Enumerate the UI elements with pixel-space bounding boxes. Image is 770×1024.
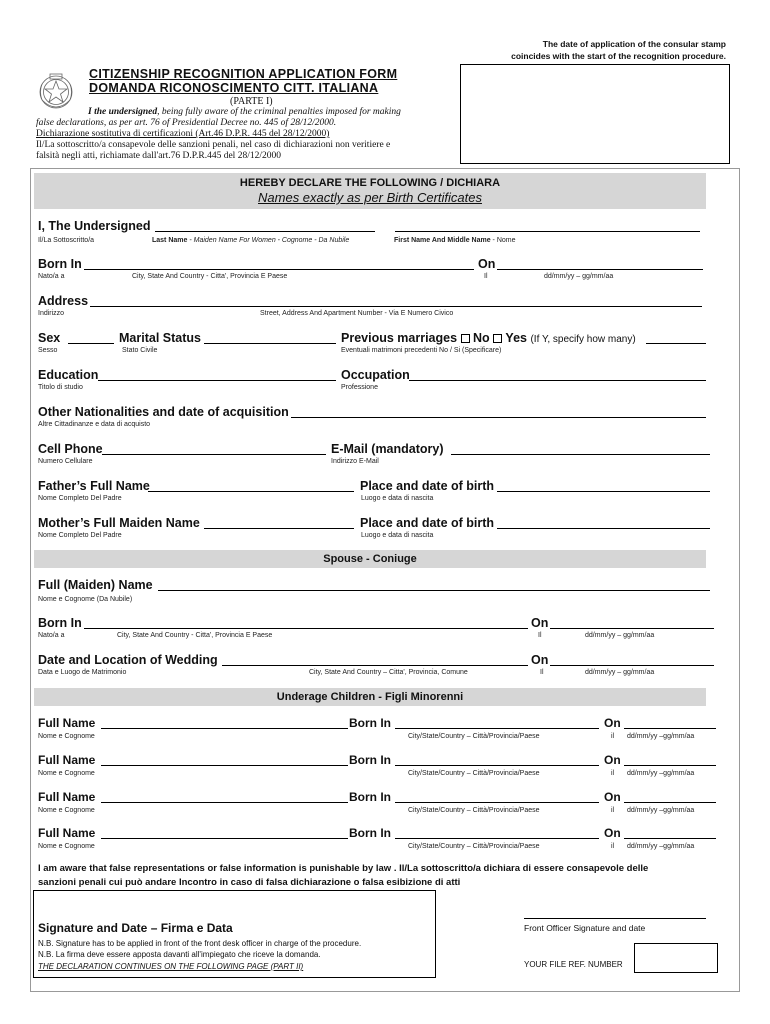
file-ref-box[interactable] — [634, 943, 718, 973]
child-born-field[interactable] — [395, 802, 599, 803]
spouse-on-field[interactable] — [550, 628, 714, 629]
child-on-sub: il — [611, 770, 615, 777]
intro-text — [36, 107, 448, 162]
child-born-field[interactable] — [395, 765, 599, 766]
intro-bold: I the undersigned — [88, 107, 158, 117]
spouse-date-sub: dd/mm/yy – gg/mm/aa — [585, 632, 655, 639]
cell-label: Cell Phone — [38, 442, 103, 456]
child-on-field[interactable] — [624, 765, 716, 766]
first-name-sub-rest: - Nome — [490, 237, 516, 244]
child-on-sub: il — [611, 807, 615, 814]
born-in-label: Born In — [38, 257, 82, 271]
child-on-sub: il — [611, 733, 615, 740]
parte-label: (PARTE I) — [230, 96, 273, 107]
front-officer-label: Front Officer Signature and date — [524, 923, 646, 933]
child-date-sub: dd/mm/yy –gg/mm/aa — [627, 733, 695, 740]
child-on-label: On — [604, 716, 621, 730]
child-row-3 — [0, 790, 770, 823]
spouse-name-label: Full (Maiden) Name — [38, 578, 153, 592]
awareness-line2: sanzioni penali cui può andare Incontro in caso di falsa dichiarazione o falsa esibizione di atti — [38, 877, 461, 888]
signature-title: Signature and Date – Firma e Data — [38, 921, 233, 935]
child-on-sub: il — [611, 843, 615, 850]
sex-label: Sex — [38, 331, 61, 345]
intro-line3: Dichiarazione sostitutiva di certificazioni (Art.46 D.P.R. 445 del 28/12/2000) — [36, 129, 330, 139]
yes-label: Yes — [505, 331, 527, 345]
mother-birth-field[interactable] — [497, 528, 710, 529]
front-officer-signature-field[interactable] — [524, 918, 706, 919]
undersigned-label: I, The Undersigned — [38, 219, 151, 233]
stamp-note-line1: The date of application of the consular stamp — [542, 39, 726, 49]
prev-marriages-text: Previous marriages — [341, 331, 458, 345]
prev-marriages-sub: Eventuali matrimoni precedenti No / Si (Specificare) — [341, 347, 502, 354]
child-name-sub: Nome e Cognome — [38, 770, 95, 777]
first-name-field[interactable] — [395, 231, 700, 232]
mother-field[interactable] — [204, 528, 354, 529]
nationalities-field[interactable] — [291, 417, 706, 418]
awareness-text — [38, 862, 728, 890]
consular-stamp-box — [460, 64, 730, 164]
title-en: CITIZENSHIP RECOGNITION APPLICATION FORM — [89, 67, 398, 81]
born-on-label: On — [478, 257, 496, 271]
father-sub: Nome Completo Del Padre — [38, 495, 122, 502]
father-field[interactable] — [148, 491, 354, 492]
child-born-label: Born In — [349, 716, 391, 730]
first-name-sub-bold: First Name And Middle Name — [394, 237, 491, 244]
child-place-sub: City/State/Country – Città/Provincia/Paese — [408, 770, 540, 777]
wedding-on-field[interactable] — [550, 665, 714, 666]
education-sub: Titolo di studio — [38, 384, 83, 391]
child-on-label: On — [604, 753, 621, 767]
child-born-field[interactable] — [395, 838, 599, 839]
sex-sub: Sesso — [38, 347, 58, 354]
wedding-on-sub: Il — [540, 669, 544, 676]
if-yes-note: (If Y, specify how many) — [530, 334, 636, 345]
no-label: No — [473, 331, 490, 345]
born-on-sub: Il — [484, 273, 488, 280]
last-name-sub — [152, 237, 349, 244]
children-band: Underage Children - Figli Minorenni — [34, 688, 706, 706]
mother-sub: Nome Completo Del Padre — [38, 532, 122, 539]
child-born-label: Born In — [349, 790, 391, 804]
no-checkbox[interactable] — [461, 334, 470, 343]
child-name-sub: Nome e Cognome — [38, 807, 95, 814]
child-place-sub: City/State/Country – Città/Provincia/Paese — [408, 733, 540, 740]
prev-marriages-count-field[interactable] — [646, 343, 706, 344]
spouse-born-in-label: Born In — [38, 616, 82, 630]
education-label: Education — [38, 368, 99, 382]
occupation-label: Occupation — [341, 368, 410, 382]
child-on-field[interactable] — [624, 802, 716, 803]
spouse-on-sub: Il — [538, 632, 542, 639]
child-born-label: Born In — [349, 753, 391, 767]
born-on-field[interactable] — [497, 269, 703, 270]
address-field[interactable] — [90, 306, 702, 307]
spouse-name-field[interactable] — [158, 590, 710, 591]
spouse-born-place-sub: City, State And Country - Citta', Provincia E Paese — [117, 632, 273, 639]
prev-marriages-label — [341, 331, 636, 345]
child-name-label: Full Name — [38, 716, 96, 730]
last-name-field[interactable] — [155, 231, 375, 232]
child-row-2 — [0, 753, 770, 786]
child-date-sub: dd/mm/yy –gg/mm/aa — [627, 843, 695, 850]
intro-line5: falsità negli atti, richiamate dall'art.76 D.P.R.445 del 28/12/2000 — [36, 151, 281, 161]
child-name-sub: Nome e Cognome — [38, 843, 95, 850]
cell-sub: Numero Cellulare — [38, 458, 93, 465]
declare-title: HEREBY DECLARE THE FOLLOWING / DICHIARA — [239, 177, 501, 189]
spouse-born-in-sub: Nato/a a — [38, 632, 65, 639]
marital-field[interactable] — [204, 343, 336, 344]
last-name-sub-bold: Last Name — [152, 237, 188, 244]
intro-rest: , being fully aware of the criminal penalties imposed for making — [157, 107, 401, 117]
yes-checkbox[interactable] — [493, 334, 502, 343]
declare-band — [34, 173, 706, 209]
file-ref-label: YOUR FILE REF. NUMBER — [524, 960, 623, 969]
wedding-place-sub: City, State And Country – Citta', Provincia, Comune — [309, 669, 468, 676]
mother-birth-label: Place and date of birth — [360, 516, 495, 530]
mother-label: Mother’s Full Maiden Name — [38, 516, 200, 530]
wedding-sub: Data e Luogo de Matrimonio — [38, 669, 127, 676]
spouse-band: Spouse - Coniuge — [34, 550, 706, 568]
child-name-sub: Nome e Cognome — [38, 733, 95, 740]
wedding-date-sub: dd/mm/yy – gg/mm/aa — [585, 669, 655, 676]
occupation-field[interactable] — [409, 380, 706, 381]
email-sub: Indirizzo E-Mail — [331, 458, 379, 465]
occupation-sub: Professione — [341, 384, 378, 391]
child-name-label: Full Name — [38, 753, 96, 767]
wedding-place-field[interactable] — [222, 665, 528, 666]
child-date-sub: dd/mm/yy –gg/mm/aa — [627, 807, 695, 814]
spouse-born-in-field[interactable] — [84, 628, 528, 629]
marital-sub: Stato Civile — [122, 347, 158, 354]
nationalities-label: Other Nationalities and date of acquisition — [38, 405, 289, 419]
child-on-label: On — [604, 790, 621, 804]
born-place-sub: City, State And Country - Citta', Provincia E Paese — [132, 273, 288, 280]
address-sub: Indirizzo — [38, 310, 65, 317]
born-in-sub: Nato/a a — [38, 273, 65, 280]
born-date-sub: dd/mm/yy – gg/mm/aa — [544, 273, 614, 280]
children-list — [0, 716, 770, 856]
stamp-note — [466, 38, 726, 62]
wedding-label: Date and Location of Wedding — [38, 653, 218, 667]
address-detail-sub: Street, Address And Apartment Number - Via E Numero Civico — [260, 310, 454, 317]
stamp-note-line2: coincides with the start of the recognition procedure. — [511, 51, 726, 61]
signature-note-1: N.B. Signature has to be applied in front of the front desk officer in charge of the procedure. — [38, 939, 362, 948]
nationalities-sub: Altre Cittadinanze e data di acquisto — [38, 421, 151, 428]
address-label: Address — [38, 294, 89, 308]
child-name-label: Full Name — [38, 826, 96, 840]
child-on-label: On — [604, 826, 621, 840]
continues-note: THE DECLARATION CONTINUES ON THE FOLLOWING PAGE (PART II) — [38, 962, 304, 971]
father-birth-field[interactable] — [497, 491, 710, 492]
education-field[interactable] — [98, 380, 336, 381]
sex-field[interactable] — [68, 343, 114, 344]
intro-line4: Il/La sottoscritto/a consapevole delle sanzioni penali, nel caso di dichiarazioni non veritiere e — [36, 140, 391, 150]
child-name-label: Full Name — [38, 790, 96, 804]
child-row-4 — [0, 826, 770, 859]
child-place-sub: City/State/Country – Città/Provincia/Paese — [408, 843, 540, 850]
father-label: Father’s Full Name — [38, 479, 150, 493]
spouse-name-sub: Nome e Cognome (Da Nubile) — [38, 596, 133, 603]
wedding-on-label: On — [531, 653, 549, 667]
child-row-1 — [0, 716, 770, 749]
email-label: E-Mail (mandatory) — [331, 442, 444, 456]
signature-note-2: N.B. La firma deve essere apposta davanti all'impiegato che riceve la domanda. — [38, 950, 321, 959]
child-place-sub: City/State/Country – Città/Provincia/Paese — [408, 807, 540, 814]
marital-label: Marital Status — [119, 331, 201, 345]
first-name-sub — [394, 237, 516, 244]
child-name-field[interactable] — [101, 802, 348, 803]
intro-line2: false declarations, as per art. 76 of Presidential Decree no. 445 of 28/12/2000. — [36, 118, 337, 128]
cell-field[interactable] — [102, 454, 326, 455]
father-birth-sub: Luogo e data di nascita — [361, 495, 434, 502]
child-born-label: Born In — [349, 826, 391, 840]
spouse-on-label: On — [531, 616, 549, 630]
title-it: DOMANDA RICONOSCIMENTO CITT. ITALIANA — [89, 81, 379, 95]
email-field[interactable] — [451, 454, 710, 455]
father-birth-label: Place and date of birth — [360, 479, 495, 493]
child-date-sub: dd/mm/yy –gg/mm/aa — [627, 770, 695, 777]
awareness-line1: I am aware that false representations or false information is punishable by law . Il/La sottoscritto/a dichiara di essere consapevole delle — [38, 863, 649, 874]
last-name-sub-rest: - Maiden Name For Women - Cognome - Da Nubile — [187, 237, 350, 244]
child-name-field[interactable] — [101, 765, 348, 766]
declare-subtitle: Names exactly as per Birth Certificates — [258, 190, 482, 205]
child-on-field[interactable] — [624, 728, 716, 729]
child-on-field[interactable] — [624, 838, 716, 839]
undersigned-sub: Il/La Sottoscritto/a — [38, 237, 95, 244]
child-born-field[interactable] — [395, 728, 599, 729]
child-name-field[interactable] — [101, 838, 348, 839]
born-in-field[interactable] — [84, 269, 474, 270]
child-name-field[interactable] — [101, 728, 348, 729]
mother-birth-sub: Luogo e data di nascita — [361, 532, 434, 539]
